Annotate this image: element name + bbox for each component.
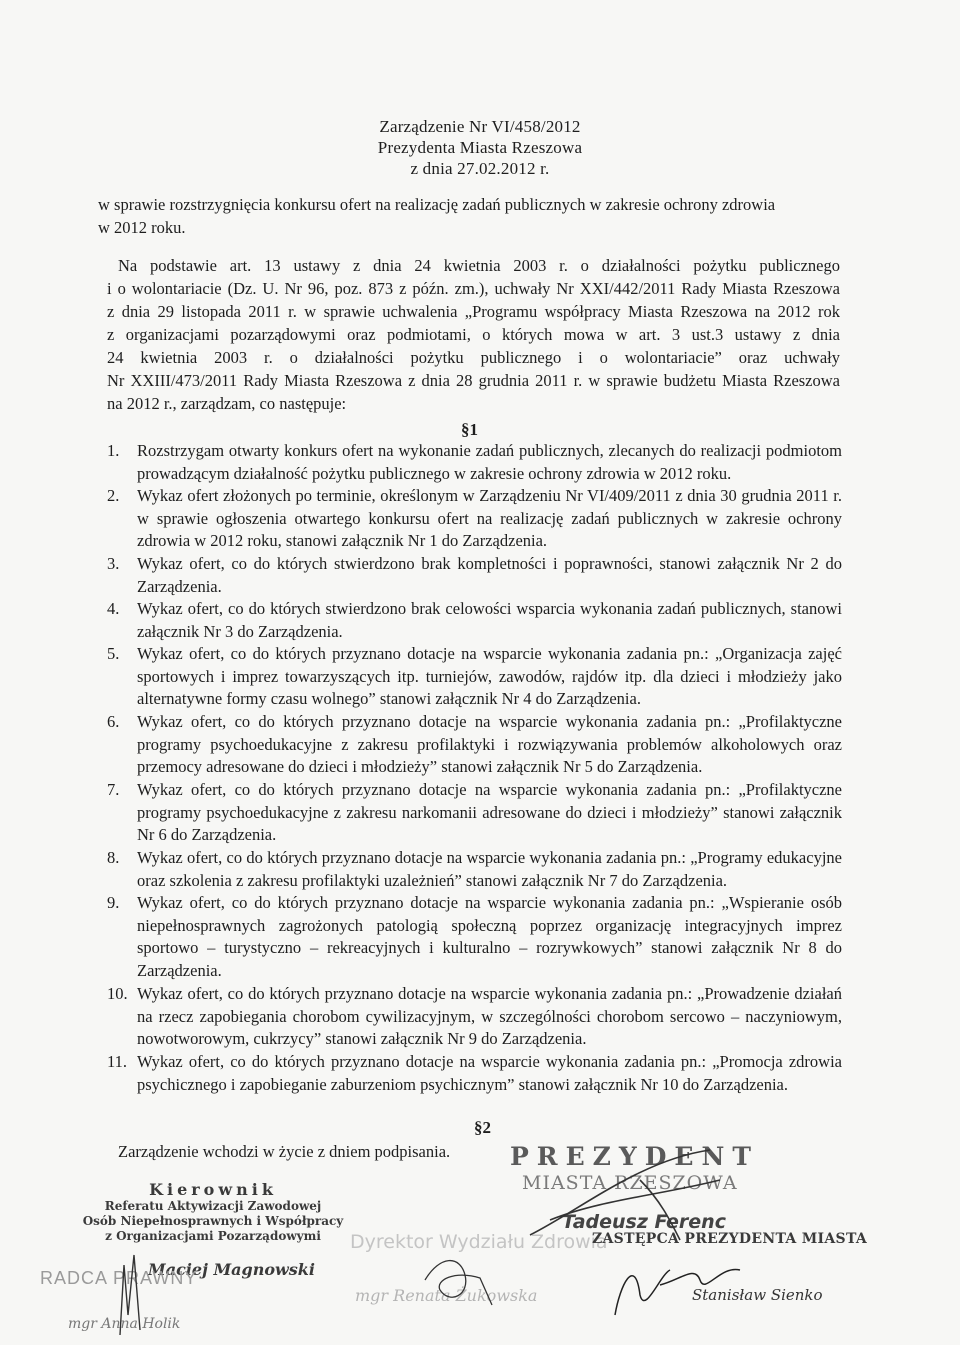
dyrektor-name: mgr Renata Żukowska	[355, 1286, 538, 1305]
preamble-line-2: i o wolontariacie (Dz. U. Nr 96, poz. 873 z późn. zm.), uchwały Nr XXI/442/2011 Rady Miasta Rzeszowa	[107, 279, 840, 298]
section-1-heading: §1	[461, 420, 478, 439]
subject-line-2: w 2012 roku.	[98, 218, 186, 237]
list-item-number: 11.	[107, 1052, 128, 1071]
list-item	[107, 1051, 842, 1096]
zastepca-signature	[600, 1245, 750, 1320]
list-item	[107, 779, 842, 847]
list-item	[107, 983, 842, 1051]
list-item-text: Wykaz ofert złożonych po terminie, określonym w Zarządzeniu Nr VI/409/2011 z dnia 30 grudnia 2011 r. w sprawie ogłoszenia otwartego konkursu ofert na realizację zadań publicznych w zakresie ochrony zdrowia w 2012 roku, stanowi załącznik Nr 1 do Zarządzenia.	[137, 486, 842, 550]
kierownik-name: Maciej Magnowski	[148, 1260, 315, 1279]
list-item-text: Wykaz ofert, co do których przyznano dotacje na wsparcie wykonania zadania pn.: „Promocja zdrowia psychicznego i zapobieganie zaburzeniom psychicznym” stanowi załącznik Nr 10 do Zarządzenia.	[137, 1052, 842, 1094]
preamble-line-4: z organizacjami pozarządowymi oraz podmiotami, o których mowa w art. 3 ust.3 ustawy z dnia	[107, 325, 840, 344]
list-item-text: Wykaz ofert, co do których przyznano dotacje na wsparcie wykonania zadania pn.: „Organizacja zajęć sportowych i imprez towarzyszących itp. turniejów, zawodów, rajdów itp. dla dzieci i młodzieży jako alternatywne formy czasu wolnego” stanowi załącznik Nr 4 do Zarządzenia.	[137, 644, 842, 708]
list-item	[107, 440, 842, 485]
kierownik-stamp-line-2: Osób Niepełnosprawnych i Współpracy	[82, 1214, 344, 1228]
list-item-text: Wykaz ofert, co do których przyznano dotacje na wsparcie wykonania zadania pn.: „Wspieranie osób niepełnosprawnych zagrożonych patologią społeczną poprzez organizację integracyjnych imprez sportowo – turystyczno – rekreacyjnych i kulturalno – rozrywkowych” stanowi załącznik Nr 8 do Zarządzenia.	[137, 893, 842, 980]
list-item-number: 2.	[107, 486, 120, 505]
preamble-line-6: Nr XXIII/473/2011 Rady Miasta Rzeszowa z dnia 28 grudnia 2011 r. w sprawie budżetu Miasta Rzeszowa	[107, 371, 840, 390]
radca-name: mgr Anna Holik	[68, 1316, 181, 1332]
list-item-number: 4.	[107, 599, 120, 618]
list-item	[107, 485, 842, 553]
list-item	[107, 847, 842, 892]
list-item-number: 10.	[107, 984, 128, 1003]
list-item-text: Wykaz ofert, co do których stwierdzono brak kompletności i poprawności, stanowi załącznik Nr 2 do Zarządzenia.	[137, 554, 842, 596]
list-item-number: 1.	[107, 441, 120, 460]
preamble-line-3: z dnia 29 listopada 2011 r. w sprawie uchwalenia „Programu współpracy Miasta Rzeszowa na 2012 rok	[107, 302, 840, 321]
list-item-text: Wykaz ofert, co do których przyznano dotacje na wsparcie wykonania zadania pn.: „Profilaktyczne programy psychoedukacyjne z zakresu profilaktyki i rozwiązywania problemów alkoholowych oraz przemocy adresowane do dzieci i młodzieży” stanowi załącznik Nr 5 do Zarządzenia.	[137, 712, 842, 776]
list-item	[107, 892, 842, 982]
radca-signature	[110, 1245, 170, 1340]
president-stamp-title: PREZYDENT	[510, 1142, 759, 1171]
dyrektor-stamp-title: Dyrektor Wydziału Zdrowia	[350, 1231, 608, 1253]
kierownik-stamp-line-1: Referatu Aktywizacji Zawodowej	[104, 1199, 322, 1213]
list-item-number: 6.	[107, 712, 120, 731]
list-item-text: Wykaz ofert, co do których przyznano dotacje na wsparcie wykonania zadania pn.: „Prowadzenie działań na rzecz zapobiegania chorobom cywilizacyjnym, w szczególności chorobom sercowo – naczyniowym, nowotworowym, cukrzycy” stanowi załącznik Nr 9 do Zarządzenia.	[137, 984, 842, 1048]
section-2-heading: §2	[474, 1118, 491, 1137]
list-item	[107, 643, 842, 711]
list-item-text: Wykaz ofert, co do których przyznano dotacje na wsparcie wykonania zadania pn.: „Programy edukacyjne oraz szkolenia z zakresu profilaktyki uzależnień” stanowi załącznik Nr 7 do Zarządzenia.	[137, 848, 842, 890]
header-date: z dnia 27.02.2012 r.	[410, 159, 550, 178]
radca-stamp: RADCA PRAWNY	[40, 1268, 198, 1288]
preamble-line-7: na 2012 r., zarządzam, co następuje:	[107, 394, 347, 413]
president-stamp-city: MIASTA RZESZOWA	[522, 1172, 738, 1194]
subject-line-1: w sprawie rozstrzygnięcia konkursu ofert na realizację zadań publicznych w zakresie ochrony zdrowia	[98, 195, 776, 214]
list-item	[107, 598, 842, 643]
zastepca-stamp-title: ZASTĘPCA PREZYDENTA MIASTA	[592, 1231, 868, 1247]
closing-statement: Zarządzenie wchodzi w życie z dniem podpisania.	[118, 1142, 451, 1161]
list-item-number: 3.	[107, 554, 120, 573]
document-header	[0, 116, 960, 179]
list-item-number: 9.	[107, 893, 120, 912]
list-item	[107, 711, 842, 779]
kierownik-stamp-line-3: z Organizacjami Pozarządowymi	[105, 1229, 321, 1243]
president-name: Tadeusz Ferenc	[562, 1211, 726, 1233]
list-item-number: 5.	[107, 644, 120, 663]
zastepca-name: Stanisław Sienko	[692, 1286, 823, 1304]
dyrektor-signature	[420, 1250, 500, 1310]
list-item	[107, 553, 842, 598]
list-item-text: Wykaz ofert, co do których przyznano dotacje na wsparcie wykonania zadania pn.: „Profilaktyczne programy psychoedukacyjne z zakresu narkomanii adresowane do dzieci i młodzieży” stanowi załącznik Nr 6 do Zarządzenia.	[137, 780, 842, 844]
list-item-text: Rozstrzygam otwarty konkurs ofert na wykonanie zadań publicznych, zlecanych do realizacji podmiotom prowadzącym działalność pożytku publicznego w zakresie ochrony zdrowia w 2012 roku.	[137, 441, 842, 483]
list-item-number: 8.	[107, 848, 120, 867]
header-issuer: Prezydenta Miasta Rzeszowa	[377, 138, 583, 157]
list-item-text: Wykaz ofert, co do których stwierdzono brak celowości wsparcia wykonania zadań publicznych, stanowi załącznik Nr 3 do Zarządzenia.	[137, 599, 842, 641]
preamble-line-5: 24 kwietnia 2003 r. o działalności pożytku publicznego i o wolontariacie” oraz uchwały	[107, 348, 840, 367]
list-item-number: 7.	[107, 780, 120, 799]
preamble-line-1: Na podstawie art. 13 ustawy z dnia 24 kwietnia 2003 r. o działalności pożytku publicznego	[118, 256, 840, 275]
kierownik-stamp-title: Kierownik	[149, 1180, 277, 1199]
header-title: Zarządzenie Nr VI/458/2012	[379, 117, 581, 136]
